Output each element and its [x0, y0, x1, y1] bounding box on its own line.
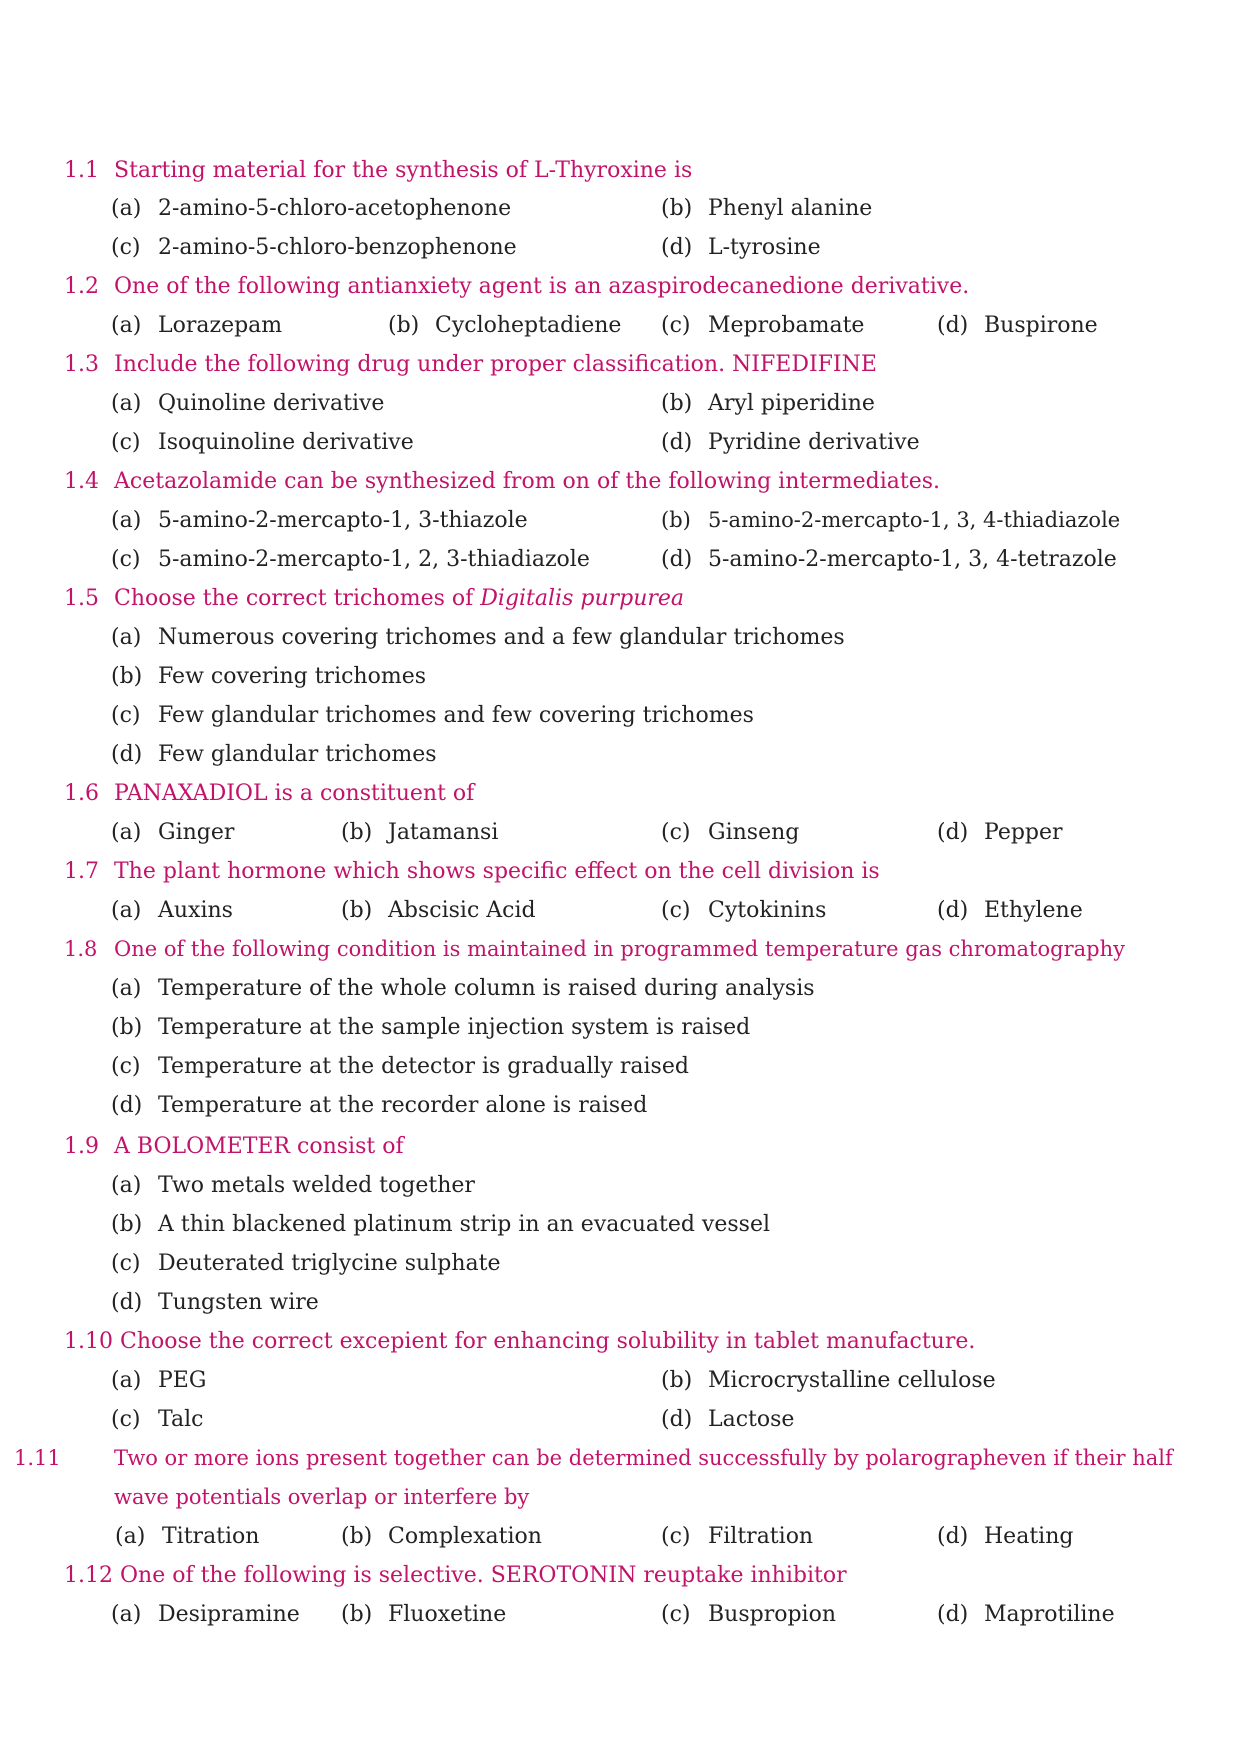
options-row — [0, 1400, 1241, 1439]
question-1-4 — [64, 462, 1214, 501]
question-text: One of the following condition is maintained in programmed temperature gas chromatography — [114, 937, 1125, 961]
option-a[interactable]: (a) Desipramine — [111, 1602, 300, 1627]
options-row — [0, 1166, 1241, 1205]
question-number: 1.12 — [64, 1563, 113, 1588]
option-d[interactable]: (d) Buspirone — [937, 313, 1098, 338]
option-c[interactable]: (c) Buspropion — [661, 1602, 837, 1627]
question-text: Include the following drug under proper classification. NIFEDIFINE — [114, 352, 877, 377]
option-d[interactable]: (d) Lactose — [661, 1407, 795, 1432]
option-a[interactable]: (a) Quinoline derivative — [111, 391, 385, 416]
option-c[interactable]: (c) 2-amino-5-chloro-benzophenone — [111, 235, 517, 260]
options-row — [0, 306, 1241, 345]
question-1-2 — [64, 267, 1214, 306]
option-b[interactable]: (b) A thin blackened platinum strip in an evacuated vessel — [111, 1212, 770, 1237]
option-b[interactable]: (b) Temperature at the sample injection system is raised — [111, 1015, 751, 1040]
option-c[interactable]: (c) Talc — [111, 1407, 204, 1432]
options-row — [0, 1008, 1241, 1047]
options-row — [0, 1361, 1241, 1400]
option-b[interactable]: (b) Microcrystalline cellulose — [661, 1368, 996, 1393]
options-row — [0, 735, 1241, 774]
question-text: Choose the correct excepient for enhancing solubility in tablet manufacture. — [119, 1329, 976, 1354]
options-row — [0, 189, 1241, 228]
question-number: 1.7 — [64, 859, 99, 884]
option-b[interactable]: (b) Abscisic Acid — [341, 898, 536, 923]
option-a[interactable]: (a) Numerous covering trichomes and a few glandular trichomes — [111, 625, 845, 650]
options-row — [0, 1595, 1241, 1634]
question-number: 1.3 — [64, 352, 99, 377]
options-row — [0, 618, 1241, 657]
question-number: 1.8 — [64, 937, 98, 961]
question-1-3 — [64, 345, 1214, 384]
options-row — [0, 969, 1241, 1008]
question-text: Choose the correct trichomes of — [114, 586, 481, 611]
option-d[interactable]: (d) L-tyrosine — [661, 235, 821, 260]
options-row — [0, 696, 1241, 735]
option-c[interactable]: (c) 5-amino-2-mercapto-1, 2, 3-thiadiazole — [111, 547, 590, 572]
option-d[interactable]: (d) 5-amino-2-mercapto-1, 3, 4-tetrazole — [661, 547, 1117, 572]
question-number: 1.11 — [14, 1446, 61, 1470]
question-1-10 — [64, 1322, 1214, 1361]
question-text: PANAXADIOL is a constituent of — [114, 781, 475, 806]
question-1-6 — [64, 774, 1214, 813]
options-row — [0, 540, 1241, 579]
question-1-5 — [64, 579, 1214, 618]
option-c[interactable]: (c) Meprobamate — [661, 313, 865, 338]
option-a[interactable]: (a) Ginger — [111, 820, 235, 845]
options-row — [0, 1244, 1241, 1283]
option-b[interactable]: (b) Complexation — [341, 1524, 542, 1549]
option-a[interactable]: (a) Lorazepam — [111, 313, 283, 338]
species-name: Digitalis purpurea — [480, 586, 685, 611]
option-b[interactable]: (b) Fluoxetine — [341, 1602, 507, 1627]
question-1-1 — [64, 151, 1214, 190]
options-row — [0, 891, 1241, 930]
option-d[interactable]: (d) Maprotiline — [937, 1602, 1115, 1627]
option-a[interactable]: (a) Auxins — [111, 898, 233, 923]
question-text: One of the following is selective. SEROTONIN reuptake inhibitor — [119, 1563, 847, 1588]
question-text: Starting material for the synthesis of L-Thyroxine is — [114, 158, 693, 183]
options-row — [0, 1086, 1241, 1125]
options-row — [0, 1205, 1241, 1244]
option-b[interactable]: (b) Cycloheptadiene — [388, 313, 622, 338]
option-a[interactable]: (a) Temperature of the whole column is raised during analysis — [111, 976, 815, 1001]
option-b[interactable]: (b) 5-amino-2-mercapto-1, 3, 4-thiadiazole — [661, 508, 1121, 532]
option-a[interactable]: (a) Titration — [115, 1524, 260, 1549]
question-1-11 — [14, 1439, 1204, 1517]
options-row — [0, 1283, 1241, 1322]
options-row — [0, 384, 1241, 423]
option-c[interactable]: (c) Temperature at the detector is gradually raised — [111, 1054, 689, 1079]
option-c[interactable]: (c) Isoquinoline derivative — [111, 430, 414, 455]
option-a[interactable]: (a) 2-amino-5-chloro-acetophenone — [111, 196, 512, 221]
question-1-12 — [64, 1556, 1214, 1595]
options-row — [0, 1517, 1241, 1556]
option-d[interactable]: (d) Pyridine derivative — [661, 430, 920, 455]
question-1-7 — [64, 852, 1214, 891]
option-d[interactable]: (d) Tungsten wire — [111, 1290, 319, 1315]
option-c[interactable]: (c) Few glandular trichomes and few covering trichomes — [111, 703, 754, 728]
question-number: 1.10 — [64, 1329, 113, 1354]
question-number: 1.2 — [64, 274, 99, 299]
options-row — [0, 423, 1241, 462]
question-text: Acetazolamide can be synthesized from on of the following intermediates. — [114, 469, 941, 494]
option-c[interactable]: (c) Filtration — [661, 1524, 814, 1549]
options-row — [0, 501, 1241, 540]
question-number: 1.5 — [64, 586, 99, 611]
question-number: 1.6 — [64, 781, 99, 806]
question-text: Two or more ions present together can be determined successfully by polarographeven if their half wave potentials overlap or interfere by — [114, 1446, 1173, 1509]
option-d[interactable]: (d) Ethylene — [937, 898, 1083, 923]
option-d[interactable]: (d) Pepper — [937, 820, 1063, 845]
options-row — [0, 813, 1241, 852]
option-b[interactable]: (b) Few covering trichomes — [111, 664, 427, 689]
question-1-9 — [64, 1127, 1214, 1166]
question-1-8 — [64, 930, 1214, 969]
options-row — [0, 657, 1241, 696]
question-number: 1.4 — [64, 469, 99, 494]
option-b[interactable]: (b) Jatamansi — [341, 820, 499, 845]
option-d[interactable]: (d) Few glandular trichomes — [111, 742, 437, 767]
question-number: 1.1 — [64, 158, 99, 183]
option-a[interactable]: (a) PEG — [111, 1368, 207, 1393]
option-a[interactable]: (a) Two metals welded together — [111, 1173, 475, 1198]
options-row — [0, 228, 1241, 267]
option-b[interactable]: (b) Aryl piperidine — [661, 391, 875, 416]
options-row — [0, 1047, 1241, 1086]
option-a[interactable]: (a) 5-amino-2-mercapto-1, 3-thiazole — [111, 508, 528, 533]
option-c[interactable]: (c) Cytokinins — [661, 898, 827, 923]
option-d[interactable]: (d) Heating — [937, 1524, 1074, 1549]
question-text: A BOLOMETER consist of — [114, 1134, 404, 1159]
question-number: 1.9 — [64, 1134, 99, 1159]
option-d[interactable]: (d) Temperature at the recorder alone is raised — [111, 1093, 648, 1118]
option-c[interactable]: (c) Ginseng — [661, 820, 800, 845]
option-c[interactable]: (c) Deuterated triglycine sulphate — [111, 1251, 501, 1276]
question-text: One of the following antianxiety agent is an azaspirodecanedione derivative. — [114, 274, 970, 299]
option-b[interactable]: (b) Phenyl alanine — [661, 196, 873, 221]
question-text: The plant hormone which shows specific effect on the cell division is — [114, 859, 880, 884]
